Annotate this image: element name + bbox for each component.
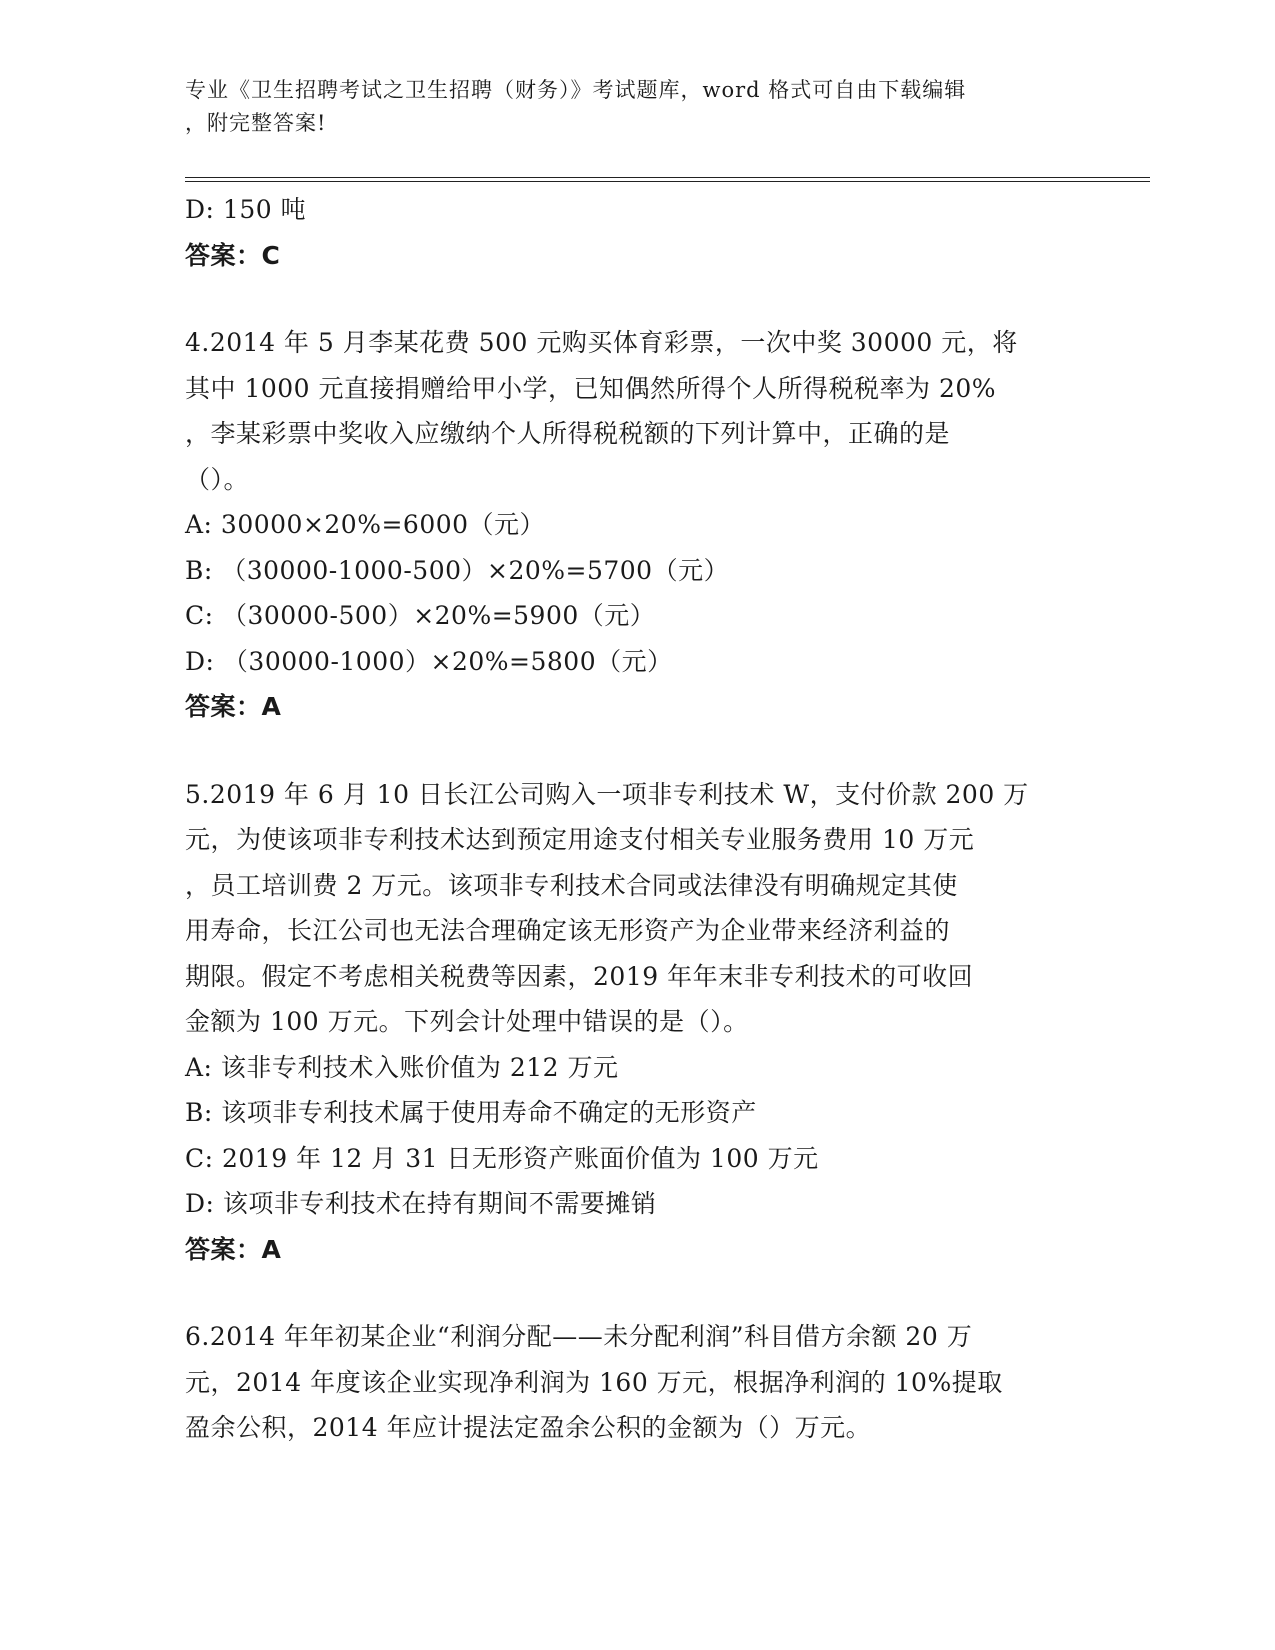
header-rule-top <box>185 177 1150 178</box>
question-stem-line: 4.2014 年 5 月李某花费 500 元购买体育彩票，一次中奖 30000 元，将 <box>185 328 1018 357</box>
spacer <box>185 730 1085 772</box>
spacer <box>185 1272 1085 1314</box>
question-stem-line: 元，2014 年度该企业实现净利润为 160 万元，根据净利润的 10%提取 <box>185 1367 1003 1397</box>
answer: 答案：C <box>185 240 281 270</box>
spacer <box>185 278 1085 320</box>
question-6 <box>185 1314 1085 1451</box>
answer: 答案：A <box>185 692 282 721</box>
option-a: A: 30000×20%=6000（元） <box>185 510 546 539</box>
header-line-1: 专业《卫生招聘考试之卫生招聘（财务）》考试题库，word 格式可自由下载编辑 <box>185 78 967 102</box>
option-d: D: 该项非专利技术在持有期间不需要摊销 <box>185 1189 657 1218</box>
header-line-2: ，附完整答案! <box>185 111 327 135</box>
option-b: B: （30000-1000-500）×20%=5700（元） <box>185 555 730 585</box>
question-stem-line: ，员工培训费 2 万元。该项非专利技术合同或法律没有明确规定其使 <box>185 870 958 900</box>
option-c: C: （30000-500）×20%=5900（元） <box>185 601 656 630</box>
question-stem-line: 用寿命，长江公司也无法合理确定该无形资产为企业带来经济利益的 <box>185 916 951 945</box>
question-stem-line: 期限。假定不考虑相关税费等因素，2019 年年末非专利技术的可收回 <box>185 961 974 991</box>
question-content <box>185 187 1085 1451</box>
question-stem-line: 其中 1000 元直接捐赠给甲小学，已知偶然所得个人所得税税率为 20% <box>185 373 997 403</box>
option-b: B: 该项非专利技术属于使用寿命不确定的无形资产 <box>185 1098 757 1127</box>
question-stem-line: 6.2014 年年初某企业“利润分配——未分配利润”科目借方余额 20 万 <box>185 1322 973 1351</box>
question-4 <box>185 320 1085 730</box>
option-d: D: （30000-1000）×20%=5800（元） <box>185 646 673 676</box>
question-stem-line: （）。 <box>185 464 250 494</box>
question-3-tail <box>185 187 1085 278</box>
question-stem-line: ，李某彩票中奖收入应缴纳个人所得税税额的下列计算中，正确的是 <box>185 419 951 448</box>
question-stem-line: 元，为使该项非专利技术达到预定用途支付相关专业服务费用 10 万元 <box>185 825 975 854</box>
option-a: A: 该非专利技术入账价值为 212 万元 <box>185 1052 619 1082</box>
question-stem-line: 金额为 100 万元。下列会计处理中错误的是（）。 <box>185 1007 749 1036</box>
option-d: D: 150 吨 <box>185 195 307 224</box>
question-stem-line: 盈余公积，2014 年应计提法定盈余公积的金额为（）万元。 <box>185 1413 872 1442</box>
option-c: C: 2019 年 12 月 31 日无形资产账面价值为 100 万元 <box>185 1143 819 1173</box>
page-header <box>185 74 1065 140</box>
header-rule-bottom <box>185 181 1150 182</box>
answer: 答案：A <box>185 1234 282 1264</box>
question-stem-line: 5.2019 年 6 月 10 日长江公司购入一项非专利技术 W，支付价款 200 万 <box>185 779 1029 809</box>
question-5 <box>185 772 1085 1273</box>
